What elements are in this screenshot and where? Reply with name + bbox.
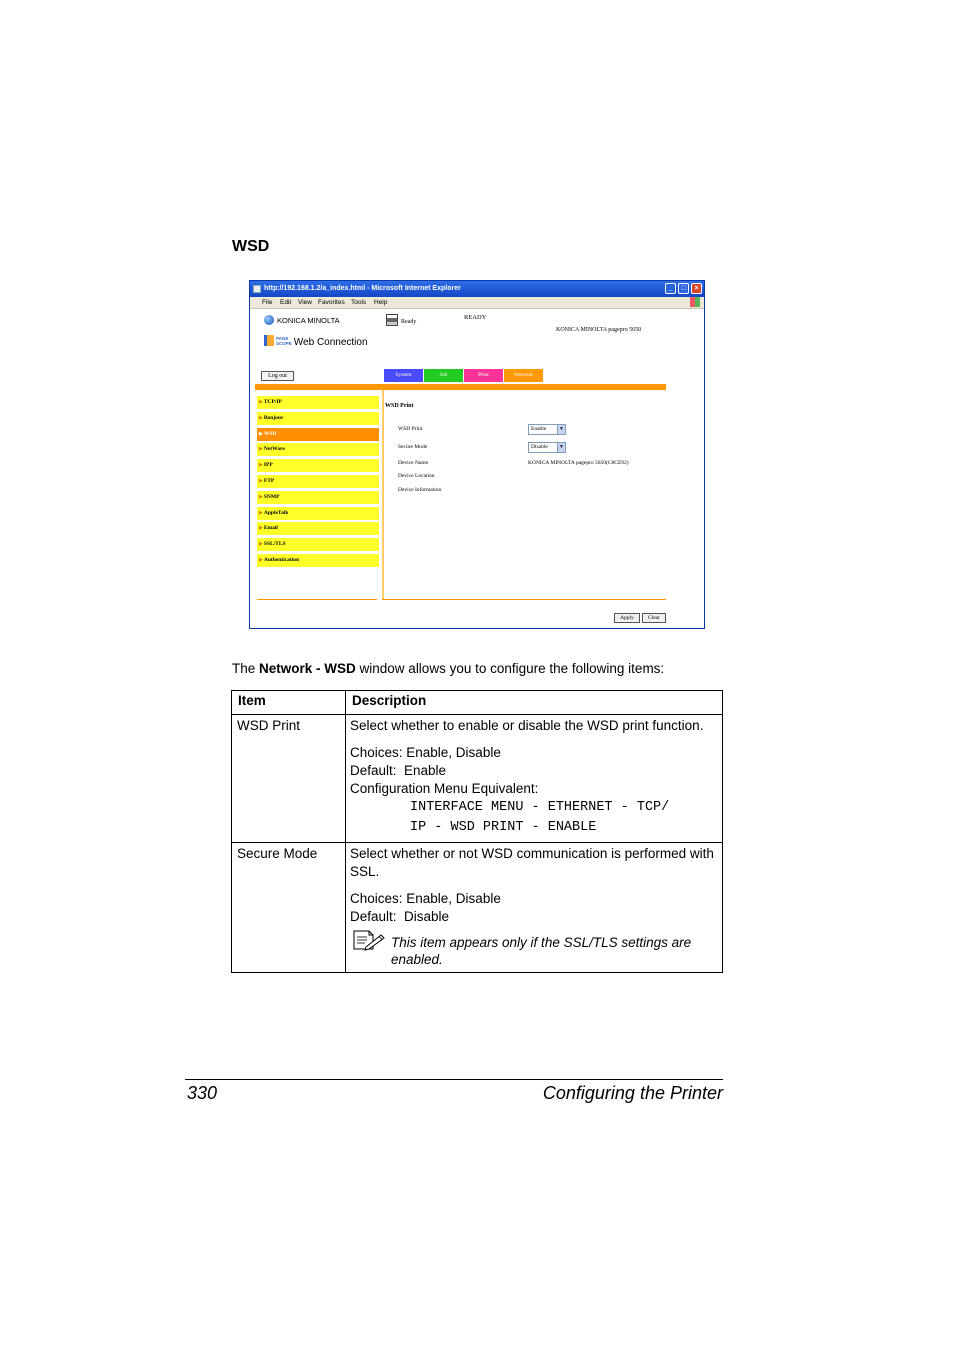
footer-title: Configuring the Printer	[542, 1083, 723, 1103]
sidebar-item-snmp[interactable]: ▶SNMP	[257, 491, 379, 504]
sidebar-item-bonjour[interactable]: ▶Bonjour	[257, 412, 379, 425]
note-text: This item appears only if the SSL/TLS settings are enabled.	[391, 935, 692, 967]
tab-job[interactable]: Job	[424, 369, 463, 382]
panel-title: WSD Print	[385, 403, 414, 409]
default-text: Default: Disable	[350, 909, 450, 924]
maximize-icon[interactable]: □	[678, 283, 689, 294]
wsd-print-label: WSD Print	[398, 426, 423, 432]
sidebar-item-ipp[interactable]: ▶IPP	[257, 459, 379, 472]
tab-print[interactable]: Print	[464, 369, 503, 382]
sidebar-item-ftp[interactable]: ▶FTP	[257, 475, 379, 488]
menu-bar	[250, 297, 704, 309]
table-header-row	[232, 691, 723, 715]
menu-help[interactable]: Help	[374, 299, 388, 306]
device-information-label: Device Information	[398, 487, 442, 493]
sidebar-item-wsd[interactable]: ▶WSD	[257, 428, 379, 441]
item-cell: Secure Mode	[232, 843, 346, 973]
arrow-right-icon: ▶	[259, 400, 263, 405]
panel-divider	[382, 390, 384, 599]
tab-network[interactable]: Network	[504, 369, 543, 382]
sidebar-item-netware[interactable]: ▶NetWare	[257, 443, 379, 456]
arrow-right-icon: ▶	[259, 557, 263, 563]
arrow-right-icon: ▶	[259, 478, 263, 484]
printer-icon	[386, 314, 398, 326]
chevron-down-icon: ▼	[557, 425, 565, 434]
sidebar-item-ssltls[interactable]: ▶SSL/TLS	[257, 538, 379, 551]
close-icon[interactable]: ×	[691, 283, 702, 294]
arrow-right-icon: ▶	[259, 510, 263, 516]
globe-icon	[264, 315, 274, 325]
intro-paragraph: The Network - WSD window allows you to configure the following items:	[232, 661, 665, 676]
arrow-right-icon: ▶	[259, 542, 263, 548]
apply-button[interactable]: Apply	[614, 613, 640, 623]
brand-logo: KONICA MINOLTA	[264, 315, 340, 325]
choices-text: Choices: Enable, Disable	[350, 891, 501, 906]
device-name-value: KONICA MINOLTA pagepro 5650(C8CE92)	[528, 460, 629, 466]
ready-status: READY	[464, 314, 487, 321]
arrow-right-icon: ▶	[259, 415, 263, 421]
header-divider	[255, 384, 666, 390]
clear-button[interactable]: Clear	[642, 613, 666, 623]
description-text: Select whether or not WSD communication is performed with SSL.	[350, 846, 714, 879]
web-connection-logo: PAGE SCOPE Web Connection	[264, 335, 368, 348]
menu-path-line: INTERFACE MENU - ETHERNET - TCP/	[410, 800, 670, 815]
sidebar-item-tcpip[interactable]: ▶TCP/IP	[257, 396, 379, 409]
table-row	[232, 843, 723, 973]
minimize-icon[interactable]: _	[665, 283, 676, 294]
model-name: KONICA MINOLTA pagepro 5650	[556, 327, 642, 333]
note	[350, 934, 717, 968]
menu-path-line: IP - WSD PRINT - ENABLE	[410, 820, 597, 835]
arrow-right-icon: ▶	[259, 463, 263, 469]
device-location-label: Device Location	[398, 473, 435, 479]
wsd-print-select[interactable]: Enable ▼	[528, 424, 566, 435]
window-titlebar	[250, 281, 704, 297]
web-content	[250, 310, 704, 629]
device-name-label: Device Name	[398, 460, 429, 466]
sidebar-item-email[interactable]: ▶Email	[257, 522, 379, 535]
secure-mode-label: Secure Mode	[398, 444, 428, 450]
menu-view[interactable]: View	[298, 299, 312, 306]
arrow-right-icon: ▶	[259, 431, 263, 437]
header-item: Item	[232, 691, 346, 715]
menu-tools[interactable]: Tools	[351, 299, 367, 306]
description-cell	[346, 715, 723, 843]
ie-page-icon	[253, 285, 261, 293]
footer-rule	[185, 1079, 723, 1080]
page-number: 330	[187, 1083, 218, 1103]
arrow-right-icon: ▶	[259, 526, 263, 532]
sidebar-bottom-rule	[257, 599, 377, 600]
menu-edit[interactable]: Edit	[280, 299, 292, 306]
pagescope-mark-icon	[264, 335, 274, 346]
default-text: Default: Enable	[350, 763, 447, 778]
menu-favorites[interactable]: Favorites	[318, 299, 345, 306]
description-cell	[346, 843, 723, 973]
windows-logo-icon	[690, 297, 700, 307]
tab-system[interactable]: System	[384, 369, 423, 382]
header-description: Description	[346, 691, 723, 715]
menu-file[interactable]: File	[262, 299, 273, 306]
section-heading: WSD	[232, 238, 270, 255]
printer-status: Ready	[401, 319, 417, 325]
description-text: Select whether to enable or disable the WSD print function.	[350, 718, 704, 733]
panel-bottom-rule	[382, 599, 666, 600]
logout-button[interactable]: Log out	[261, 371, 294, 381]
arrow-right-icon: ▶	[259, 494, 263, 500]
items-table	[231, 690, 723, 973]
sidebar-item-authentication[interactable]: ▶Authentication	[257, 554, 379, 567]
browser-screenshot	[249, 280, 705, 629]
note-pencil-icon	[352, 929, 385, 951]
sidebar-item-appletalk[interactable]: ▶AppleTalk	[257, 507, 379, 520]
config-menu-label: Configuration Menu Equivalent:	[350, 781, 539, 796]
chevron-down-icon: ▼	[557, 443, 565, 452]
arrow-right-icon: ▶	[259, 447, 263, 453]
item-cell: WSD Print	[232, 715, 346, 843]
window-title: http://192.168.1.2/a_index.html - Microsoft Internet Explorer	[264, 285, 461, 292]
secure-mode-select[interactable]: Disable ▼	[528, 442, 566, 453]
choices-text: Choices: Enable, Disable	[350, 745, 501, 760]
sidebar-nav	[257, 396, 379, 570]
table-row	[232, 715, 723, 843]
